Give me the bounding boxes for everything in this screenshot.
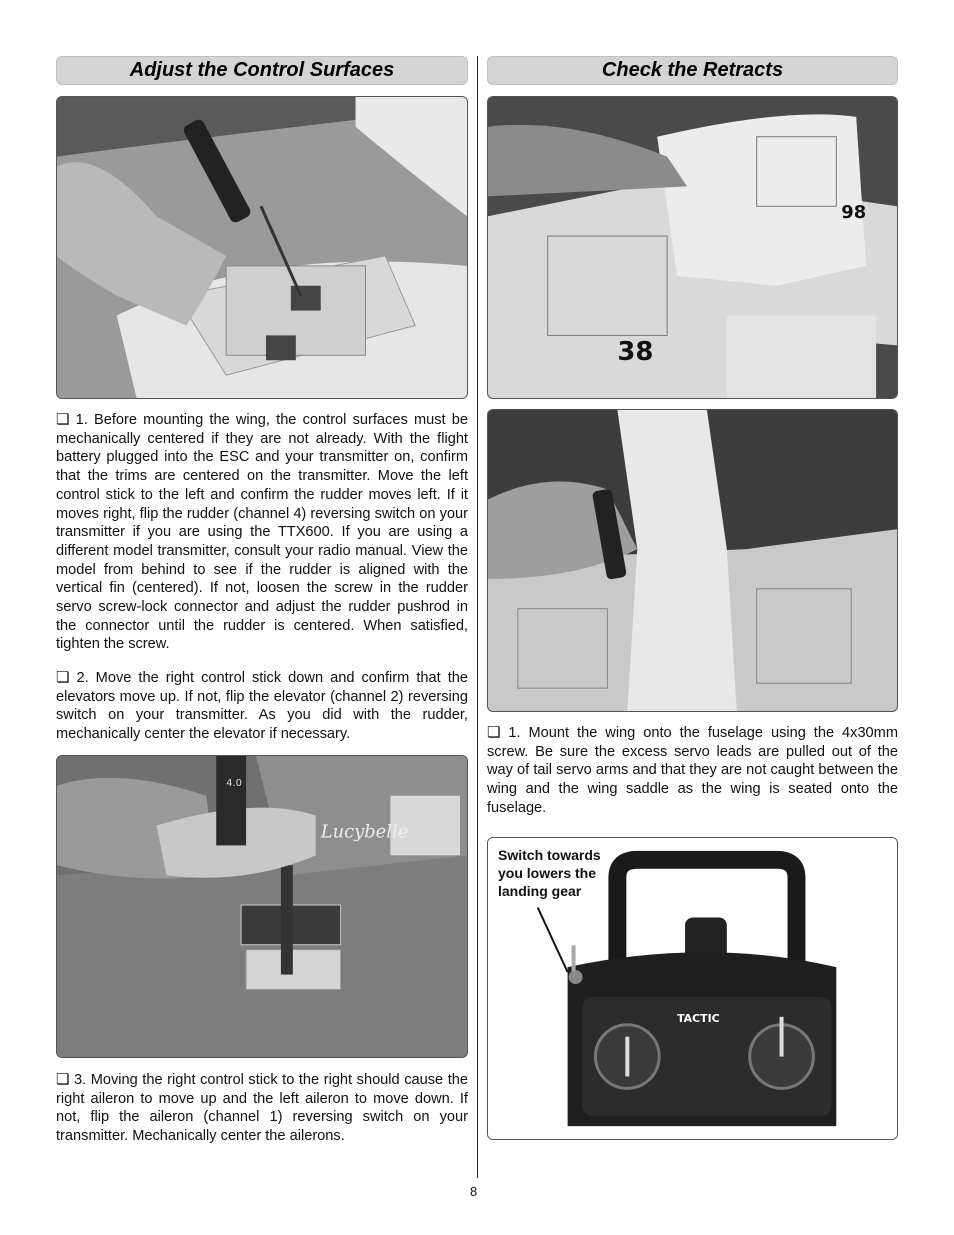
left-column [56,56,468,85]
page-number: 8 [470,1184,478,1199]
photo-wing-mounting [487,409,898,712]
section-heading-retracts [487,56,898,85]
heading-text: Adjust the Control Surfaces [129,59,395,81]
checkbox-icon[interactable]: ❏ [56,1070,70,1088]
right-column [487,56,898,85]
heading-text: Check the Retracts [601,59,784,81]
transmitter-brand-label: TACTIC [677,1011,720,1025]
photo-wing-underside [487,96,898,399]
step-1-rudder [56,410,468,654]
checkbox-icon[interactable]: ❏ [487,723,501,741]
aircraft-nose-art-text: Lucybelle [320,821,409,843]
wing-number-upper: 98 [841,202,867,224]
step-1-text: 1. Mount the wing onto the fuselage using the 4x30mm screw. Be sure the excess servo leads are pulled out of the way of tail servo arms and that they are not caught between the wing and the wing saddle as the wing is seated onto the fuselage. [487,725,898,816]
photo-aileron-servo [56,755,468,1058]
column-divider [477,56,478,1178]
wing-number-lower: 38 [617,337,654,368]
step-3-ailerons [56,1070,468,1146]
section-heading-control-surfaces [56,56,468,85]
step-2-elevator [56,668,468,744]
step-1-text: 1. Before mounting the wing, the control surfaces must be mechanically centered if they are not already. With the flight battery plugged into the ESC and your transmitter on, confirm that the trims are centered on the transmitter. Move the left control stick to the left and confirm the rudder moves left. If it moves right, flip the rudder (channel 4) reversing switch on your transmitter if you are using the TTX600. If you are using a different model transmitter, consult your radio manual. View the model from behind to see if the rudder is aligned with the vertical fin (centered). If not, loosen the screw in the rudder servo screw-lock connector and adjust the rudder pushrod in the connector until the rudder is centered. When satisfied, tighten the screw. [56,412,468,653]
screwdriver-label: 4.0 [226,777,243,789]
checkbox-icon[interactable]: ❏ [56,668,70,686]
photo-transmitter [487,837,898,1140]
photo-rudder-servo [56,96,468,399]
switch-callout-label: Switch towards you lowers the landing gear [498,847,601,899]
step-3-text: 3. Moving the right control stick to the right should cause the right aileron to move up and the left aileron to move down. If not, flip the aileron (channel 1) reversing switch on your transmitter. Mechanically center the ailerons. [56,1072,468,1145]
step-2-text: 2. Move the right control stick down and confirm that the elevators move up. If not, flip the elevator (channel 2) reversing switch on your transmitter. As you did with the rudder, mechanically center the elevator if necessary. [56,670,468,743]
checkbox-icon[interactable]: ❏ [56,410,70,428]
step-1-mount-wing [487,723,898,818]
